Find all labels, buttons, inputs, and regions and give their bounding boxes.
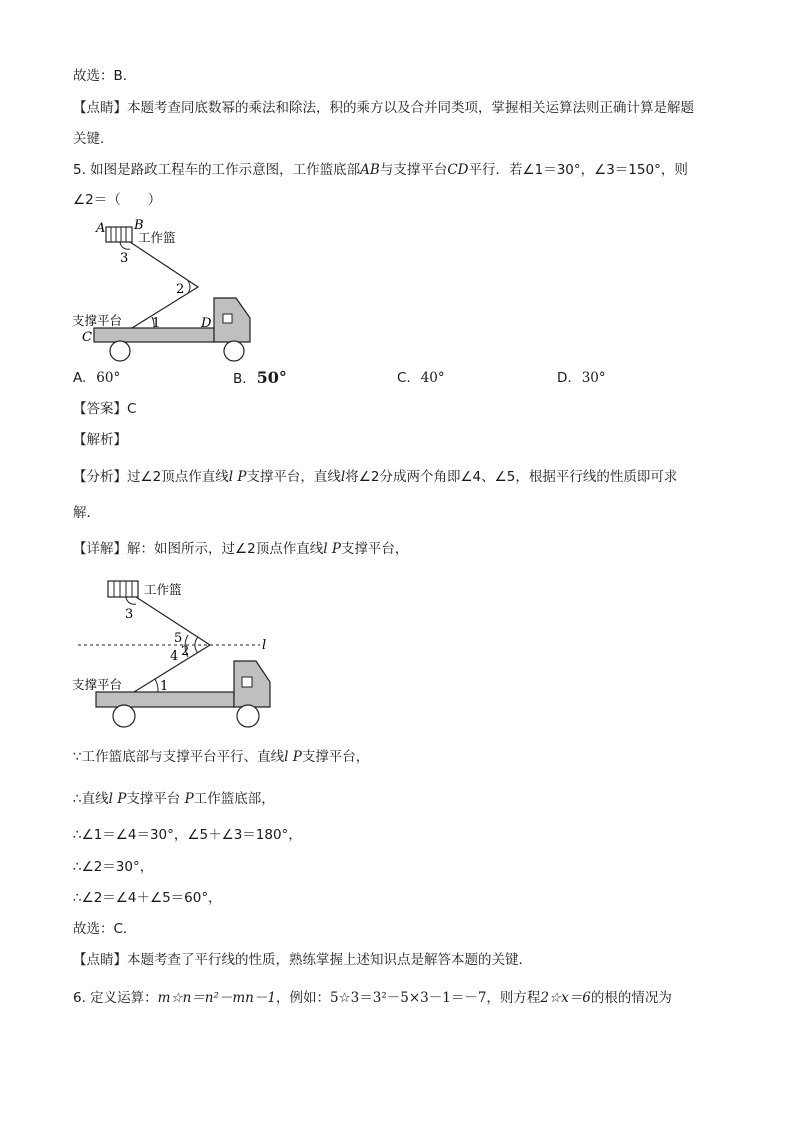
sym-parallel: P: [117, 791, 127, 807]
step-6: [73, 919, 136, 939]
analysis-title-text: 【解析】: [73, 432, 127, 448]
step-2-text-c: 工作篮底部，: [193, 791, 275, 807]
option-a-value: 60°: [96, 370, 121, 386]
truck-icon: [96, 661, 270, 727]
sym-l: l: [228, 469, 234, 485]
label-d: D: [201, 316, 212, 331]
step-4-text: ∴∠2＝30°，: [73, 859, 154, 875]
prev-comment: [73, 98, 694, 118]
option-d-value: 30°: [581, 370, 606, 386]
sym-parallel: P: [237, 469, 247, 485]
prev-comment-text: 【点睛】本题考查同底数幂的乘法和除法，积的乘方以及合并同类项，掌握相关运算法则正确计算是解题: [73, 100, 694, 116]
xiangjie-line: [73, 539, 408, 559]
analysis-title: [73, 430, 127, 450]
label-angle-3: 3: [120, 251, 129, 266]
answer: [73, 399, 136, 419]
option-c-label: C.: [397, 370, 411, 386]
step-5: [73, 888, 222, 908]
figure-1-truck: [70, 215, 270, 365]
option-b: [233, 368, 287, 389]
option-b-label: B.: [233, 371, 247, 387]
step-4: [73, 857, 153, 877]
q6-text-d: 的根的情况为: [590, 990, 672, 1006]
label-angle-3: 3: [125, 607, 134, 622]
label-basket: 工作篮: [138, 230, 176, 245]
prev-comment-end: [73, 129, 114, 149]
xiangjie-text-b: 支撑平台，: [340, 541, 409, 557]
option-b-value: 50°: [256, 368, 287, 387]
q5-ab: AB: [360, 162, 380, 178]
label-platform: 支撑平台: [72, 677, 123, 692]
q5-blank: ∠2＝（ ）: [73, 192, 162, 208]
step-2-text-b: 支撑平台: [126, 791, 181, 807]
sym-l: l: [323, 541, 328, 557]
truck-icon: [94, 298, 250, 361]
label-angle-5: 5: [174, 631, 183, 646]
prev-comment-end-text: 关键．: [73, 131, 114, 147]
option-d: [557, 368, 606, 388]
label-angle-2: 2: [181, 644, 190, 659]
step-6-text: 故选：C．: [73, 921, 137, 937]
sym-parallel: P: [331, 541, 341, 557]
label-line-l: l: [262, 638, 267, 653]
label-angle-1: 1: [160, 679, 169, 694]
label-a: A: [96, 221, 106, 236]
fenxi-text-d: 解．: [73, 505, 100, 521]
step-1-text-a: ∵工作篮底部与支撑平台平行、直线: [73, 749, 285, 765]
fenxi-line-2: [73, 503, 100, 523]
question-5-line-2: [73, 190, 161, 210]
step-3: [73, 825, 302, 845]
label-basket: 工作篮: [144, 582, 182, 597]
figure-2-truck: [70, 575, 280, 730]
basket-icon: [108, 581, 138, 597]
option-c-value: 40°: [420, 370, 445, 386]
xiangjie-text-a: 【详解】解：如图所示，过∠2顶点作直线: [73, 541, 324, 557]
boom-arm: [130, 242, 198, 328]
q6-equation: 2☆x＝6: [540, 990, 591, 1006]
q6-text-b: ，例如：: [275, 990, 330, 1006]
option-d-label: D.: [557, 370, 572, 386]
question-5-line-1: [73, 160, 688, 180]
basket-icon: [106, 227, 132, 242]
step-5-text: ∴∠2＝∠4＋∠5＝60°，: [73, 890, 222, 906]
q6-example: 5☆3＝3²－5×3－1＝－7: [329, 990, 487, 1006]
fenxi-text-a: 【分析】过∠2顶点作直线: [73, 469, 229, 485]
step-2: [73, 789, 275, 809]
sym-l: l: [284, 749, 289, 765]
q6-definition: m☆n＝n²－mn－1: [157, 990, 276, 1006]
question-6: [73, 988, 672, 1008]
step-1-text-b: 支撑平台，: [301, 749, 370, 765]
option-a-label: A.: [73, 370, 87, 386]
step-1: [73, 747, 369, 767]
label-c: C: [82, 330, 92, 345]
fenxi-line-1: [73, 467, 677, 487]
comment-2: [73, 950, 532, 970]
q5-text-mid: 与支撑平台: [379, 162, 448, 178]
fenxi-text-b: 支撑平台，直线: [246, 469, 341, 485]
comment-2-text: 【点睛】本题考查了平行线的性质，熟练掌握上述知识点是解答本题的关键．: [73, 952, 532, 968]
q5-text-post: 平行．若∠1＝30°，∠3＝150°，则: [468, 162, 688, 178]
step-3-text: ∴∠1＝∠4＝30°，∠5＋∠3＝180°，: [73, 827, 302, 843]
option-c: [397, 368, 445, 388]
label-angle-2: 2: [176, 282, 185, 297]
sym-parallel: P: [292, 749, 302, 765]
q5-cd: CD: [447, 162, 469, 178]
q6-text-c: ，则方程: [486, 990, 541, 1006]
label-angle-4: 4: [170, 649, 179, 664]
prev-answer: [73, 66, 136, 86]
q6-text-a: 6. 定义运算：: [73, 990, 158, 1006]
fenxi-text-c: 将∠2分成两个角即∠4、∠5，根据平行线的性质即可求: [345, 469, 678, 485]
label-platform: 支撑平台: [72, 313, 123, 328]
q5-text: 5. 如图是路政工程车的工作示意图，工作篮底部: [73, 162, 361, 178]
sym-l: l: [108, 791, 113, 807]
label-b: B: [134, 218, 144, 233]
sym-l: l: [340, 469, 346, 485]
sym-parallel: P: [184, 791, 194, 807]
option-a: [73, 368, 120, 388]
prev-answer-text: 故选：B．: [73, 68, 137, 84]
answer-text: 【答案】C: [73, 401, 137, 417]
step-2-text-a: ∴直线: [73, 791, 109, 807]
label-angle-1: 1: [152, 316, 161, 331]
